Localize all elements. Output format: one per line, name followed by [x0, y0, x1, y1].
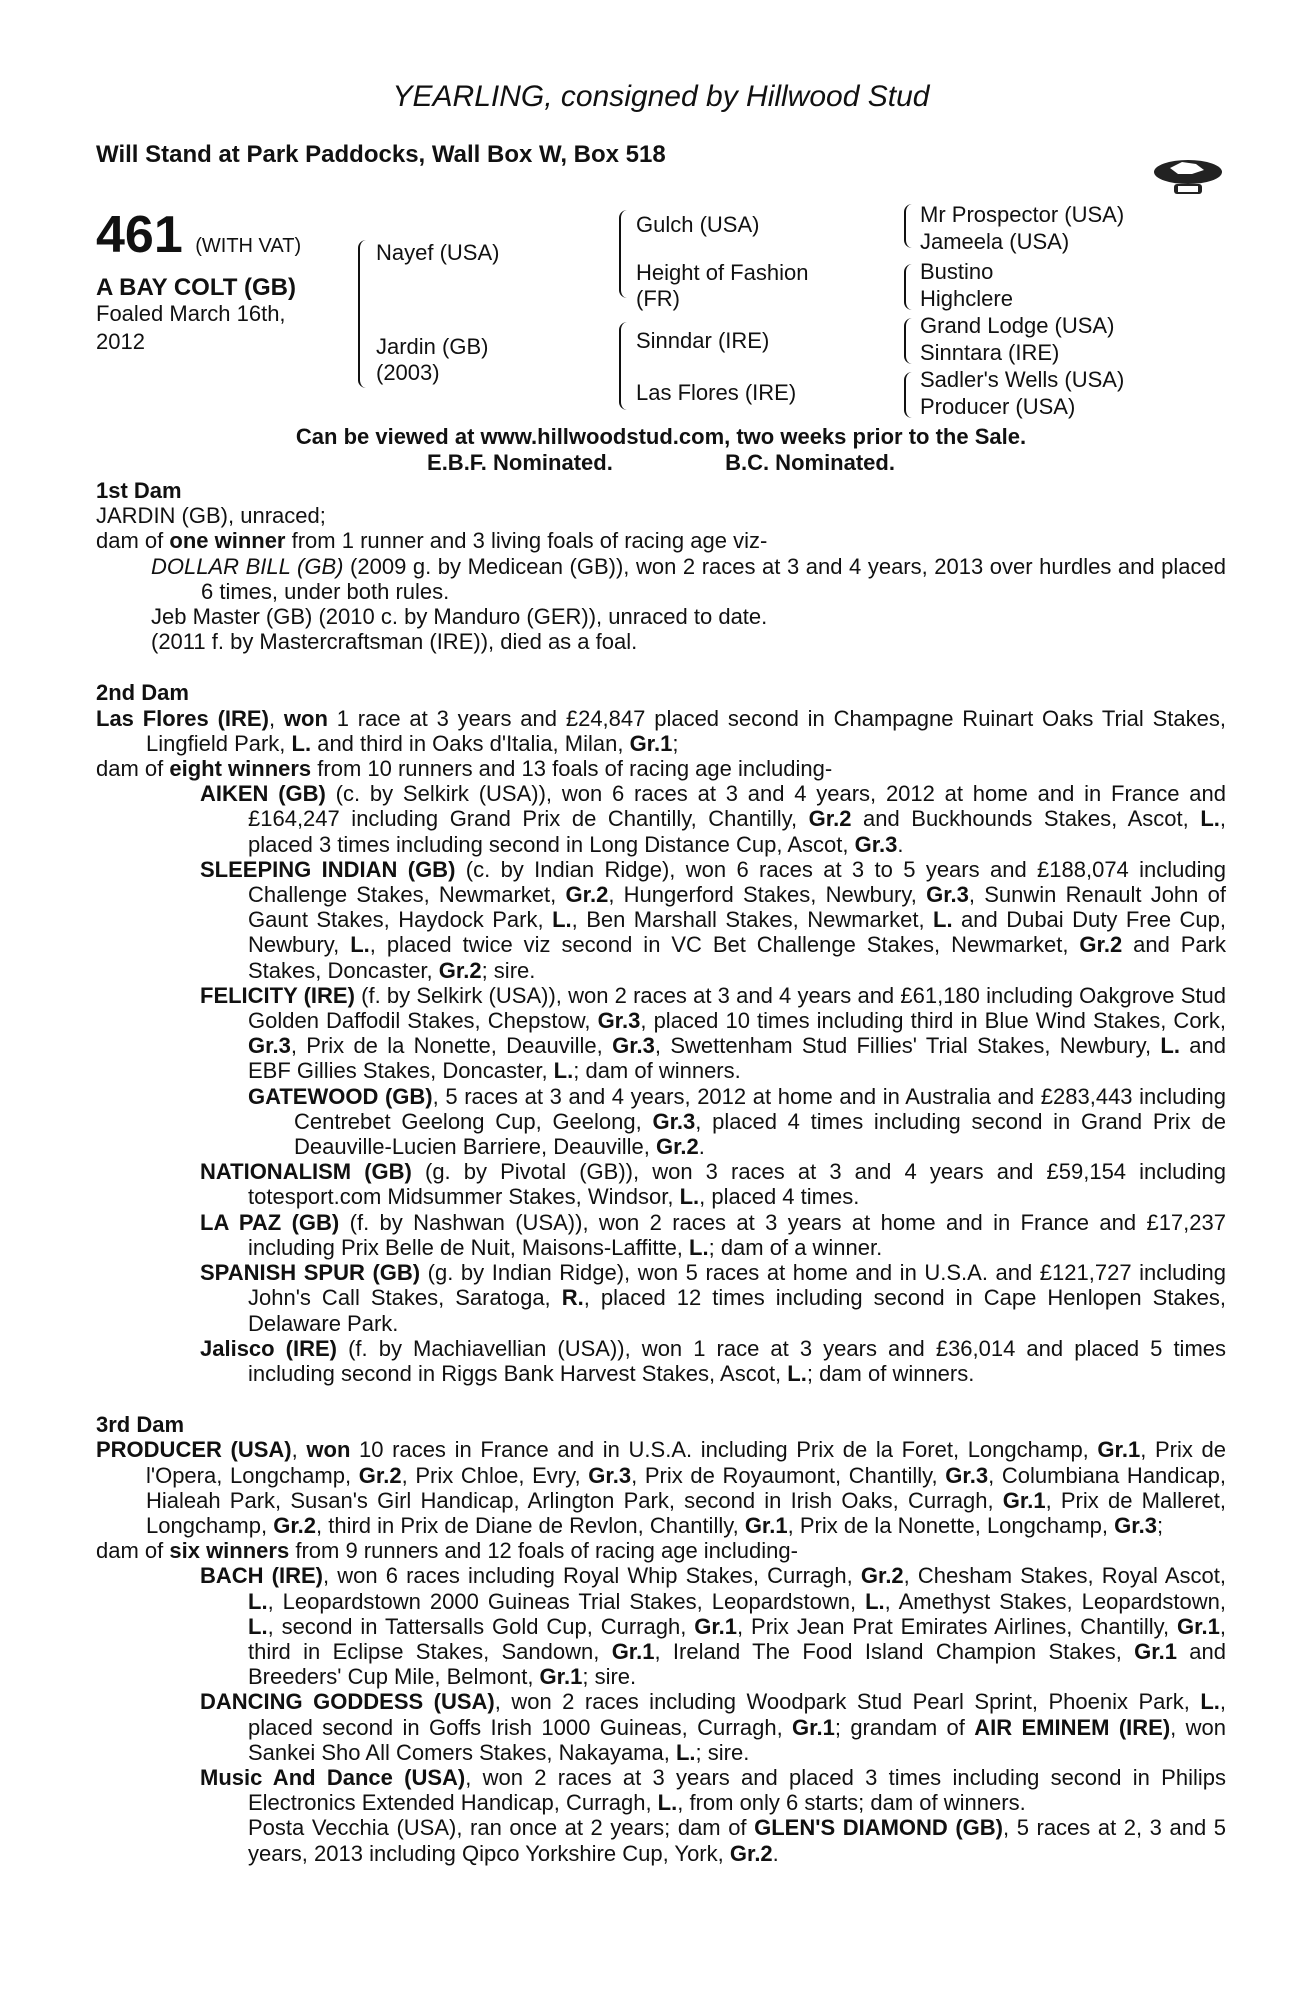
produce-sleeping-indian: SLEEPING INDIAN (GB) (c. by Indian Ridge), won 6 races at 3 to 5 years and £188,074 including Challenge Stakes, Newmarket, Gr.2, Hungerford Stakes, Newbury, Gr.3, Sunwin Renault John of Gaunt Stakes, Haydock Park, L., Ben Marshall Stakes, Newmarket, L. and Dubai Duty Free Cup, Newbury, L., placed twice viz second in VC Bet Challenge Stakes, Newmarket, Gr.2 and Park Stakes, Doncaster, Gr.2; sire.: [200, 856, 1226, 983]
lot-header: [96, 205, 301, 265]
pedigree-sire-dam: Height of Fashion (FR): [636, 260, 809, 311]
bc-nominated: B.C. Nominated.: [725, 450, 895, 475]
section-first-dam: 1st Dam: [96, 478, 182, 503]
produce-aiken: AIKEN (GB) (c. by Selkirk (USA)), won 6 races at 3 and 4 years, 2012 at home and in France and £164,247 including Grand Prix de Chantilly, Chantilly, Gr.2 and Buckhounds Stakes, Ascot, L., placed 3 times including second in Long Distance Cup, Ascot, Gr.3.: [200, 781, 1226, 857]
catalogue-page: [96, 0, 1226, 2000]
pedigree-gen3-5: Grand Lodge (USA): [920, 313, 1115, 338]
stand-location: Will Stand at Park Paddocks, Wall Box W, Box 518: [96, 141, 666, 168]
catalogue-body: [96, 478, 1226, 1866]
produce-2011-filly: (2011 f. by Mastercraftsman (IRE)), died as a foal.: [151, 629, 638, 655]
lot-number: 461: [96, 206, 183, 264]
pedigree-gen3-6: Sinntara (IRE): [920, 340, 1060, 365]
produce-gatewood: GATEWOOD (GB), 5 races at 3 and 4 years, 2012 at home and in Australia and £283,443 including Centrebet Geelong Cup, Geelong, Gr.3, placed 4 times including second in Grand Prix de Deauville-Lucien Barriere, Deauville, Gr.2.: [248, 1083, 1226, 1160]
first-dam-record: dam of one winner from 1 runner and 3 living foals of racing age viz-: [96, 528, 768, 554]
pedigree-bracket-3: [619, 322, 629, 410]
page-title: YEARLING, consigned by Hillwood Stud: [392, 80, 930, 113]
second-dam-produce-summary: dam of eight winners from 10 runners and 13 foals of racing age including-: [96, 756, 833, 782]
pedigree-bracket-4: [904, 204, 914, 248]
pedigree-gen3-4: Highclere: [920, 286, 1013, 311]
foaled-date: Foaled March 16th, 2012: [96, 301, 286, 354]
third-dam-record: PRODUCER (USA), won 10 races in France and in U.S.A. including Prix de la Foret, Longchamp, Gr.1, Prix de l'Opera, Longchamp, Gr.2, Prix Chloe, Evry, Gr.3, Prix de Royaumont, Chantilly, Gr.3, Columbiana Handicap, Hialeah Park, Susan's Girl Handicap, Arlington Park, second in Irish Oaks, Curragh, Gr.1, Prix de Malleret, Longchamp, Gr.2, third in Prix de Diane de Revlon, Chantilly, Gr.1, Prix de la Nonette, Longchamp, Gr.3;: [96, 1437, 1226, 1538]
produce-la-paz: LA PAZ (GB) (f. by Nashwan (USA)), won 2 races at 3 years at home and in France and £17,237 including Prix Belle de Nuit, Maisons-Laffitte, L.; dam of a winner.: [200, 1209, 1226, 1260]
produce-dollar-bill: DOLLAR BILL (GB) (2009 g. by Medicean (GB)), won 2 races at 3 and 4 years, 2013 over hurdles and placed 6 times, under both rules.: [151, 553, 1226, 604]
ebf-nominated: E.B.F. Nominated.: [427, 450, 613, 475]
pedigree-gen3-1: Mr Prospector (USA): [920, 202, 1125, 227]
pedigree-gen3-7: Sadler's Wells (USA): [920, 367, 1125, 392]
produce-nationalism: NATIONALISM (GB) (g. by Pivotal (GB)), won 3 races at 3 and 4 years and £59,154 including totesport.com Midsummer Stakes, Windsor, L., placed 4 times.: [200, 1159, 1226, 1210]
pedigree-dam-dam: Las Flores (IRE): [636, 380, 797, 405]
section-third-dam: 3rd Dam: [96, 1412, 185, 1438]
third-dam-produce-summary: dam of six winners from 9 runners and 12 foals of racing age including-: [96, 1538, 798, 1564]
produce-felicity: FELICITY (IRE) (f. by Selkirk (USA)), won 2 races at 3 and 4 years and £61,180 including Oakgrove Stud Golden Daffodil Stakes, Chepstow, Gr.3, placed 10 times including third in Blue Wind Stakes, Cork, Gr.3, Prix de la Nonette, Deauville, Gr.3, Swettenham Stud Fillies' Trial Stakes, Newbury, L. and EBF Gillies Stakes, Doncaster, L.; dam of winners.: [200, 982, 1226, 1084]
pedigree-bracket-7: [904, 372, 914, 418]
nominations: [96, 450, 1226, 476]
yearling-bonus-logo: [1152, 148, 1224, 204]
section-second-dam: 2nd Dam: [96, 680, 189, 706]
produce-dancing-goddess: DANCING GODDESS (USA), won 2 races including Woodpark Stud Pearl Sprint, Phoenix Park, L., placed second in Goffs Irish 1000 Guineas, Curragh, Gr.1; grandam of AIR EMINEM (IRE), won Sankei Sho All Comers Stakes, Nakayama, L.; sire.: [200, 1689, 1226, 1765]
pedigree-dam: Jardin (GB) (2003): [376, 334, 489, 385]
horse-name: A BAY COLT (GB): [96, 274, 297, 301]
pedigree-bracket-5: [904, 264, 914, 310]
pedigree-sire: Nayef (USA): [376, 240, 500, 265]
pedigree-sire-sire: Gulch (USA): [636, 212, 760, 237]
second-dam-record: Las Flores (IRE), won 1 race at 3 years and £24,847 placed second in Champagne Ruinart Oaks Trial Stakes, Lingfield Park, L. and third in Oaks d'Italia, Milan, Gr.1;: [96, 705, 1227, 756]
pedigree-dam-sire: Sinndar (IRE): [636, 328, 770, 353]
pedigree-bracket-6: [904, 318, 914, 364]
pedigree-bracket-1: [358, 240, 368, 388]
produce-jalisco: Jalisco (IRE) (f. by Machiavellian (USA)), won 1 race at 3 years and £36,014 and placed 5 times including second in Riggs Bank Harvest Stakes, Ascot, L.; dam of winners.: [200, 1335, 1227, 1386]
first-dam-name: JARDIN (GB), unraced;: [96, 503, 326, 529]
produce-music-and-dance: Music And Dance (USA), won 2 races at 3 years and placed 3 times including second in Philips Electronics Extended Handicap, Curragh, L., from only 6 starts; dam of winners.: [200, 1764, 1226, 1816]
produce-bach: BACH (IRE), won 6 races including Royal Whip Stakes, Curragh, Gr.2, Chesham Stakes, Royal Ascot, L., Leopardstown 2000 Guineas Trial Stakes, Leopardstown, L., Amethyst Stakes, Leopardstown, L., second in Tattersalls Gold Cup, Curragh, Gr.1, Prix Jean Prat Emirates Airlines, Chantilly, Gr.1, third in Eclipse Stakes, Sandown, Gr.1, Ireland The Food Island Champion Stakes, Gr.1 and Breeders' Cup Mile, Belmont, Gr.1; sire.: [200, 1563, 1226, 1690]
viewing-note: Can be viewed at www.hillwoodstud.com, two weeks prior to the Sale.: [295, 424, 1027, 449]
pedigree-gen3-2: Jameela (USA): [920, 229, 1070, 254]
produce-spanish-spur: SPANISH SPUR (GB) (g. by Indian Ridge), won 5 races at home and in U.S.A. and £121,727 including John's Call Stakes, Saratoga, R., placed 12 times including second in Cape Henlopen Stakes, Delaware Park.: [200, 1260, 1226, 1336]
pedigree-bracket-2: [619, 210, 629, 298]
pedigree-gen3-8: Producer (USA): [920, 394, 1076, 419]
pedigree-gen3-3: Bustino: [920, 259, 994, 284]
vat-note: (WITH VAT): [195, 235, 302, 257]
produce-jeb-master: Jeb Master (GB) (2010 c. by Manduro (GER)), unraced to date.: [151, 604, 768, 630]
produce-posta-vecchia: Posta Vecchia (USA), ran once at 2 years; dam of GLEN'S DIAMOND (GB), 5 races at 2, 3 and 5 years, 2013 including Qipco Yorkshire Cup, York, Gr.2.: [248, 1815, 1226, 1866]
